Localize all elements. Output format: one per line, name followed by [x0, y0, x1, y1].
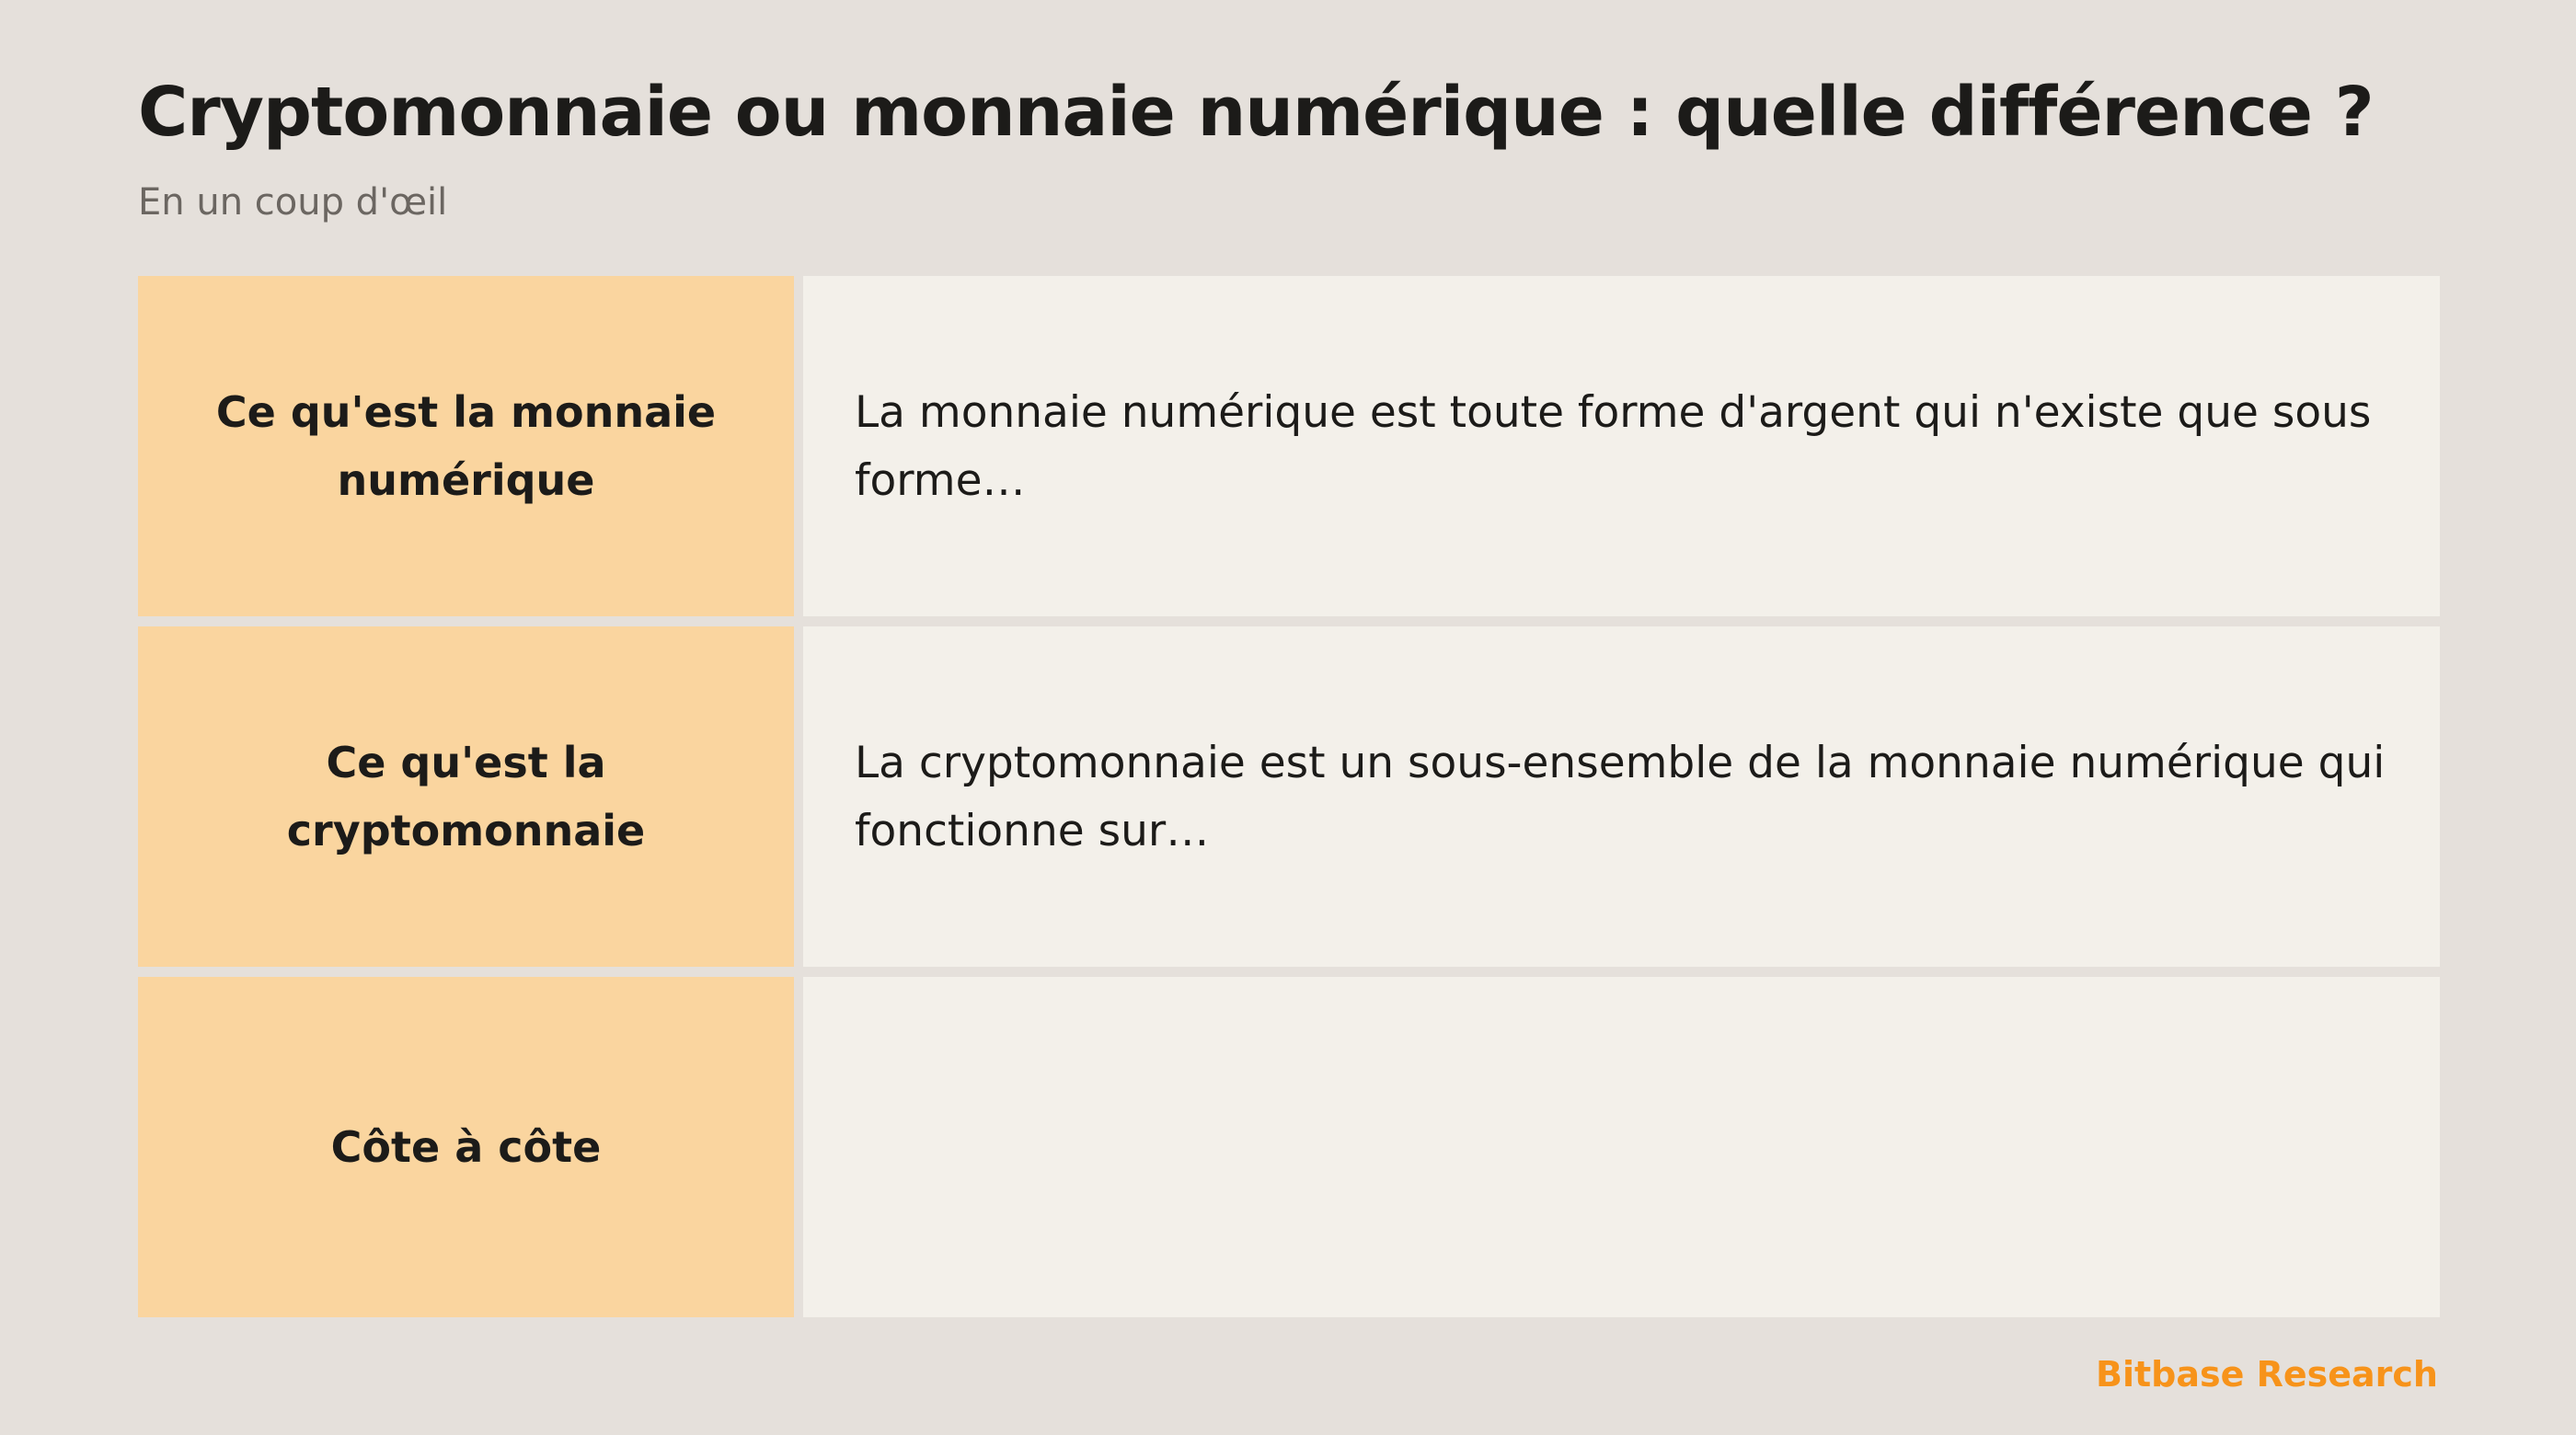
- row-content-cryptocurrency: La cryptomonnaie est un sous-ensemble de la monnaie numérique qui fonctionne sur…: [855, 738, 2386, 856]
- brand-footer: Bitbase Research: [2095, 1354, 2438, 1395]
- row-label-digital-money: Ce qu'est la monnaie numérique: [215, 387, 717, 505]
- row-label-cryptocurrency: Ce qu'est la cryptomonnaie: [286, 738, 646, 855]
- page-subtitle: En un coup d'œil: [138, 181, 448, 224]
- page-title: Cryptomonnaie ou monnaie numérique : quelle différence ?: [138, 73, 2374, 152]
- row-content-cell-cryptocurrency: [803, 626, 2440, 967]
- row-label-side-by-side: Côte à côte: [330, 1122, 602, 1172]
- row-content-cell-side-by-side: [803, 977, 2440, 1317]
- comparison-table: [138, 276, 2440, 1317]
- row-label-cell-digital-money: [138, 276, 794, 616]
- row-content-cell-digital-money: [803, 276, 2440, 616]
- row-label-cell-side-by-side: [138, 977, 794, 1317]
- row-label-cell-cryptocurrency: [138, 626, 794, 967]
- row-content-digital-money: La monnaie numérique est toute forme d'argent qui n'existe que sous forme…: [855, 387, 2372, 506]
